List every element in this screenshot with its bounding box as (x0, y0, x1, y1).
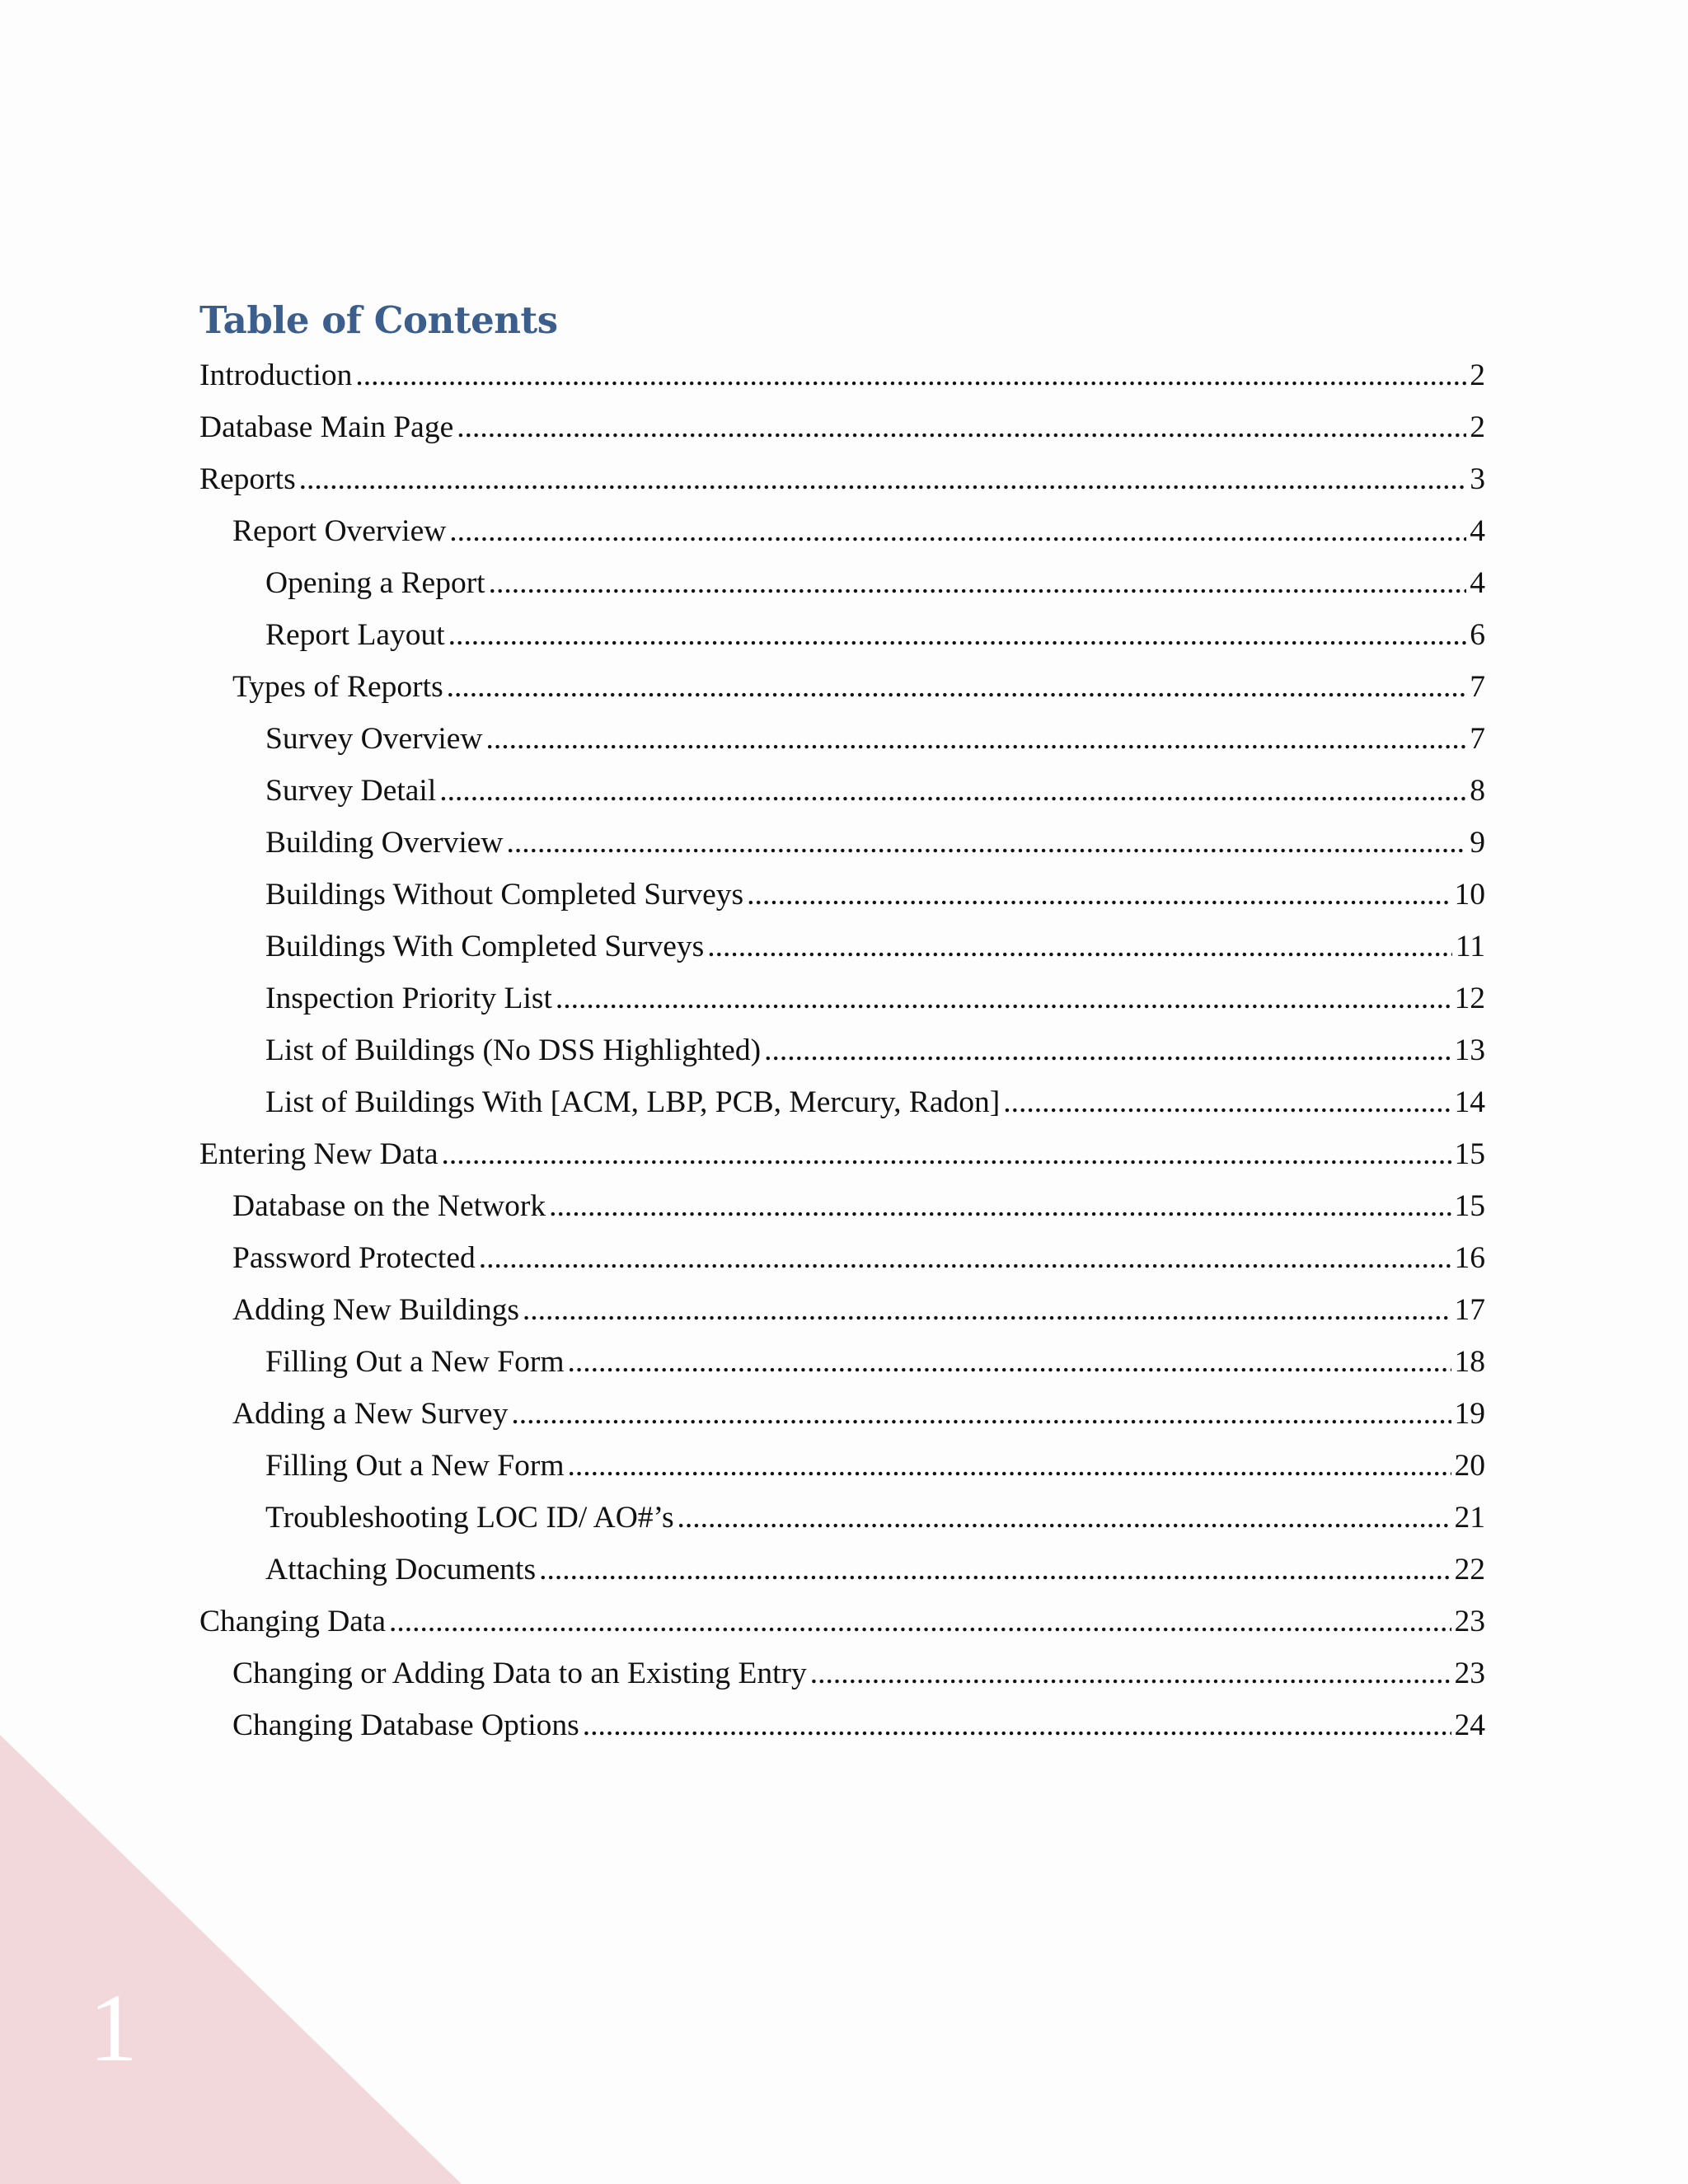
toc-entry[interactable] (199, 505, 1485, 557)
toc-entry[interactable] (199, 921, 1485, 972)
toc-entry-page: 12 (1454, 982, 1485, 1015)
toc-dot-leader (389, 1596, 1451, 1647)
toc-entry[interactable] (199, 713, 1485, 765)
toc-entry-title: Reports (199, 462, 296, 496)
toc-dot-leader (549, 1180, 1451, 1232)
toc-dot-leader (539, 1544, 1451, 1596)
toc-entry[interactable] (199, 453, 1485, 505)
toc-entry-page: 2 (1470, 359, 1485, 392)
toc-entry-page: 21 (1454, 1501, 1485, 1535)
toc-entry-page: 19 (1454, 1397, 1485, 1431)
toc-dot-leader (810, 1647, 1451, 1699)
toc-entry-page: 13 (1454, 1033, 1485, 1067)
toc-entry-title: Entering New Data (199, 1137, 438, 1171)
toc-entry[interactable] (199, 1076, 1485, 1128)
toc-entry-title: List of Buildings (No DSS Highlighted) (265, 1033, 762, 1067)
toc-entry[interactable] (199, 1440, 1485, 1492)
toc-entry-page: 8 (1470, 774, 1485, 808)
toc-entry-page: 3 (1470, 462, 1485, 496)
toc-entry[interactable] (199, 765, 1485, 817)
toc-entry-page: 16 (1454, 1241, 1485, 1275)
toc-dot-leader (439, 765, 1466, 817)
toc-entry-title: Inspection Priority List (265, 982, 552, 1015)
toc-dot-leader (441, 1128, 1451, 1180)
toc-dot-leader (747, 869, 1451, 921)
toc-entry-title: Database Main Page (199, 410, 454, 444)
toc-entry-title: Types of Reports (232, 670, 443, 704)
toc-entry-title: Database on the Network (232, 1189, 546, 1223)
toc-entry-page: 22 (1454, 1553, 1485, 1586)
toc-entry[interactable] (199, 1492, 1485, 1544)
toc-entry-page: 14 (1454, 1085, 1485, 1119)
toc-entry-title: Buildings Without Completed Surveys (265, 878, 744, 912)
toc-dot-leader (449, 505, 1466, 557)
toc-title: Table of Contents (199, 298, 558, 342)
toc-entry-title: List of Buildings With [ACM, LBP, PCB, Mercury, Radon] (265, 1085, 1001, 1119)
toc-dot-leader (764, 1024, 1451, 1076)
toc-entry-title: Survey Detail (265, 774, 437, 808)
toc-dot-leader (489, 557, 1467, 609)
toc-entry-page: 4 (1470, 514, 1485, 548)
toc-entry-title: Report Overview (232, 514, 447, 548)
toc-list (199, 349, 1485, 1751)
toc-dot-leader (448, 609, 1467, 661)
toc-entry-page: 6 (1470, 618, 1485, 652)
toc-entry-title: Survey Overview (265, 722, 483, 756)
toc-dot-leader (479, 1232, 1451, 1284)
toc-entry[interactable] (199, 1647, 1485, 1699)
toc-dot-leader (568, 1336, 1451, 1388)
toc-dot-leader (523, 1284, 1451, 1336)
toc-entry-page: 9 (1470, 826, 1485, 860)
toc-entry-title: Adding a New Survey (232, 1397, 509, 1431)
toc-dot-leader (556, 972, 1451, 1024)
toc-entry[interactable] (199, 401, 1485, 453)
toc-entry-title: Building Overview (265, 826, 504, 860)
toc-entry[interactable] (199, 1596, 1485, 1647)
toc-entry-page: 10 (1454, 878, 1485, 912)
toc-entry-page: 15 (1454, 1189, 1485, 1223)
toc-dot-leader (1003, 1076, 1451, 1128)
toc-entry[interactable] (199, 557, 1485, 609)
toc-entry[interactable] (199, 972, 1485, 1024)
toc-dot-leader (707, 921, 1452, 972)
toc-entry-page: 24 (1454, 1708, 1485, 1742)
toc-entry[interactable] (199, 1232, 1485, 1284)
toc-entry-title: Buildings With Completed Surveys (265, 930, 705, 963)
toc-entry[interactable] (199, 609, 1485, 661)
toc-entry-title: Changing or Adding Data to an Existing Entry (232, 1657, 807, 1690)
toc-entry[interactable] (199, 1128, 1485, 1180)
toc-entry-page: 7 (1470, 670, 1485, 704)
toc-dot-leader (485, 713, 1466, 765)
toc-dot-leader (355, 349, 1466, 401)
toc-entry[interactable] (199, 1284, 1485, 1336)
toc-entry[interactable] (199, 1388, 1485, 1440)
toc-entry-page: 4 (1470, 566, 1485, 600)
toc-entry-title: Password Protected (232, 1241, 476, 1275)
toc-entry-page: 2 (1470, 410, 1485, 444)
toc-entry-title: Changing Database Options (232, 1708, 579, 1742)
toc-dot-leader (457, 401, 1466, 453)
toc-entry-title: Troubleshooting LOC ID/ AO#’s (265, 1501, 674, 1535)
toc-entry[interactable] (199, 1024, 1485, 1076)
toc-entry[interactable] (199, 817, 1485, 869)
toc-entry-page: 15 (1454, 1137, 1485, 1171)
toc-entry[interactable] (199, 1180, 1485, 1232)
toc-entry-page: 17 (1454, 1293, 1485, 1327)
toc-dot-leader (299, 453, 1467, 505)
toc-entry-page: 11 (1455, 930, 1485, 963)
toc-entry-title: Filling Out a New Form (265, 1345, 565, 1379)
toc-entry-title: Adding New Buildings (232, 1293, 519, 1327)
toc-entry-title: Attaching Documents (265, 1553, 537, 1586)
toc-entry-page: 23 (1454, 1605, 1485, 1638)
toc-dot-leader (568, 1440, 1451, 1492)
toc-entry[interactable] (199, 349, 1485, 401)
toc-entry[interactable] (199, 1544, 1485, 1596)
toc-entry-title: Introduction (199, 359, 353, 392)
toc-dot-leader (511, 1388, 1451, 1440)
toc-dot-leader (583, 1699, 1451, 1751)
toc-entry-title: Report Layout (265, 618, 445, 652)
toc-entry[interactable] (199, 661, 1485, 713)
toc-entry-page: 23 (1454, 1657, 1485, 1690)
toc-entry[interactable] (199, 1336, 1485, 1388)
toc-entry-title: Changing Data (199, 1605, 386, 1638)
toc-entry-page: 7 (1470, 722, 1485, 756)
toc-entry-page: 18 (1454, 1345, 1485, 1379)
toc-dot-leader (447, 661, 1467, 713)
toc-dot-leader (507, 817, 1467, 869)
toc-dot-leader (678, 1492, 1451, 1544)
toc-entry[interactable] (199, 1699, 1485, 1751)
toc-entry[interactable] (199, 869, 1485, 921)
toc-entry-page: 20 (1454, 1449, 1485, 1483)
corner-decoration (0, 1735, 462, 2184)
toc-entry-title: Filling Out a New Form (265, 1449, 565, 1483)
toc-entry-title: Opening a Report (265, 566, 485, 600)
page-number: 1 (89, 1974, 138, 2082)
